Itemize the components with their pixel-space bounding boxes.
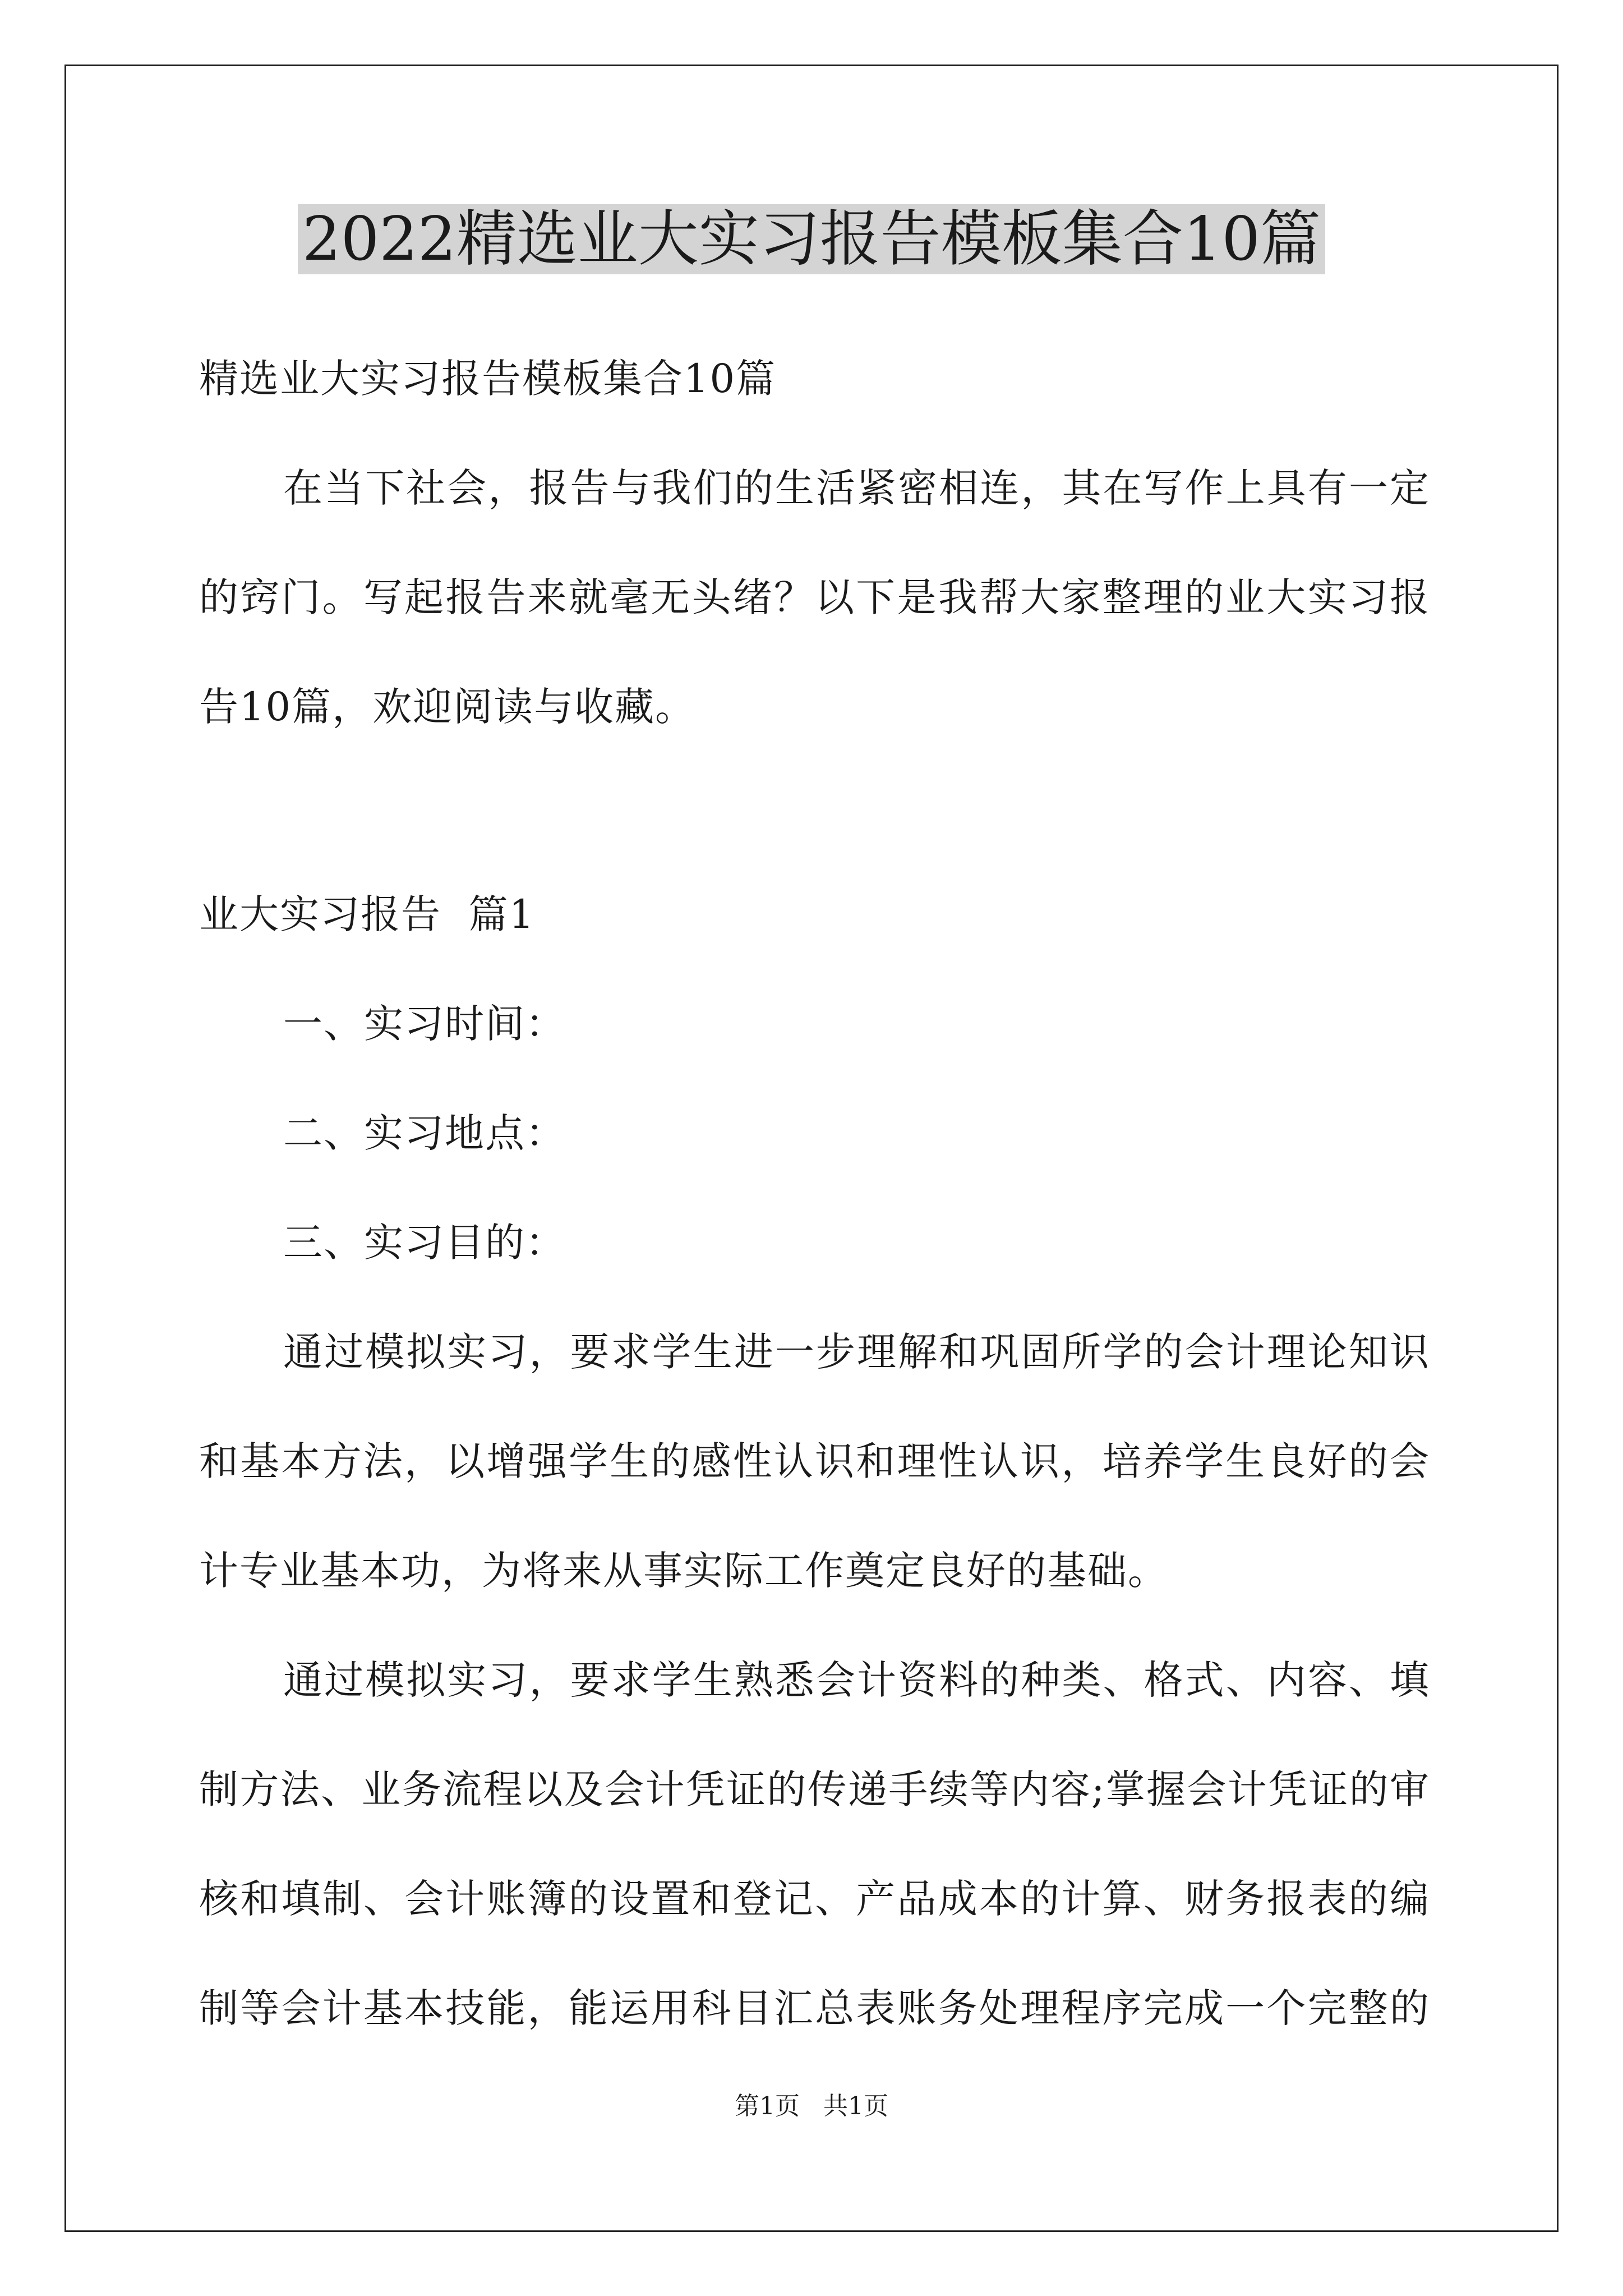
paragraph-line: 通过模拟实习，要求学生熟悉会计资料的种类、格式、内容、填 [283,1657,1430,1703]
list-item: 一、实习时间： [283,1001,566,1047]
list-item: 二、实习地点： [283,1110,566,1156]
paragraph-line: 计专业基本功，为将来从事实际工作奠定良好的基础。 [199,1548,1168,1594]
paragraph-line: 制方法、业务流程以及会计凭证的传递手续等内容;掌握会计凭证的审 [199,1766,1430,1812]
document-subtitle: 精选业大实习报告模板集合10篇 [199,356,777,402]
document-title: 2022精选业大实习报告模板集合10篇 [0,197,1623,282]
page-number: 第1页 共1页 [735,2092,888,2120]
intro-line: 告10篇，欢迎阅读与收藏。 [199,684,696,730]
paragraph-line: 和基本方法，以增强学生的感性认识和理性认识，培养学生良好的会 [199,1438,1430,1484]
paragraph-line: 制等会计基本技能，能运用科目汇总表账务处理程序完成一个完整的 [199,1985,1430,2031]
intro-line: 的窍门。写起报告来就毫无头绪？以下是我帮大家整理的业大实习报 [199,574,1430,620]
intro-line: 在当下社会，报告与我们的生活紧密相连，其在写作上具有一定 [283,465,1430,511]
paragraph-line: 核和填制、会计账簿的设置和登记、产品成本的计算、财务报表的编 [199,1876,1430,1922]
list-item: 三、实习目的： [283,1220,566,1266]
section-heading: 业大实习报告 篇1 [199,891,536,937]
paragraph-line: 通过模拟实习，要求学生进一步理解和巩固所学的会计理论知识 [283,1329,1430,1375]
